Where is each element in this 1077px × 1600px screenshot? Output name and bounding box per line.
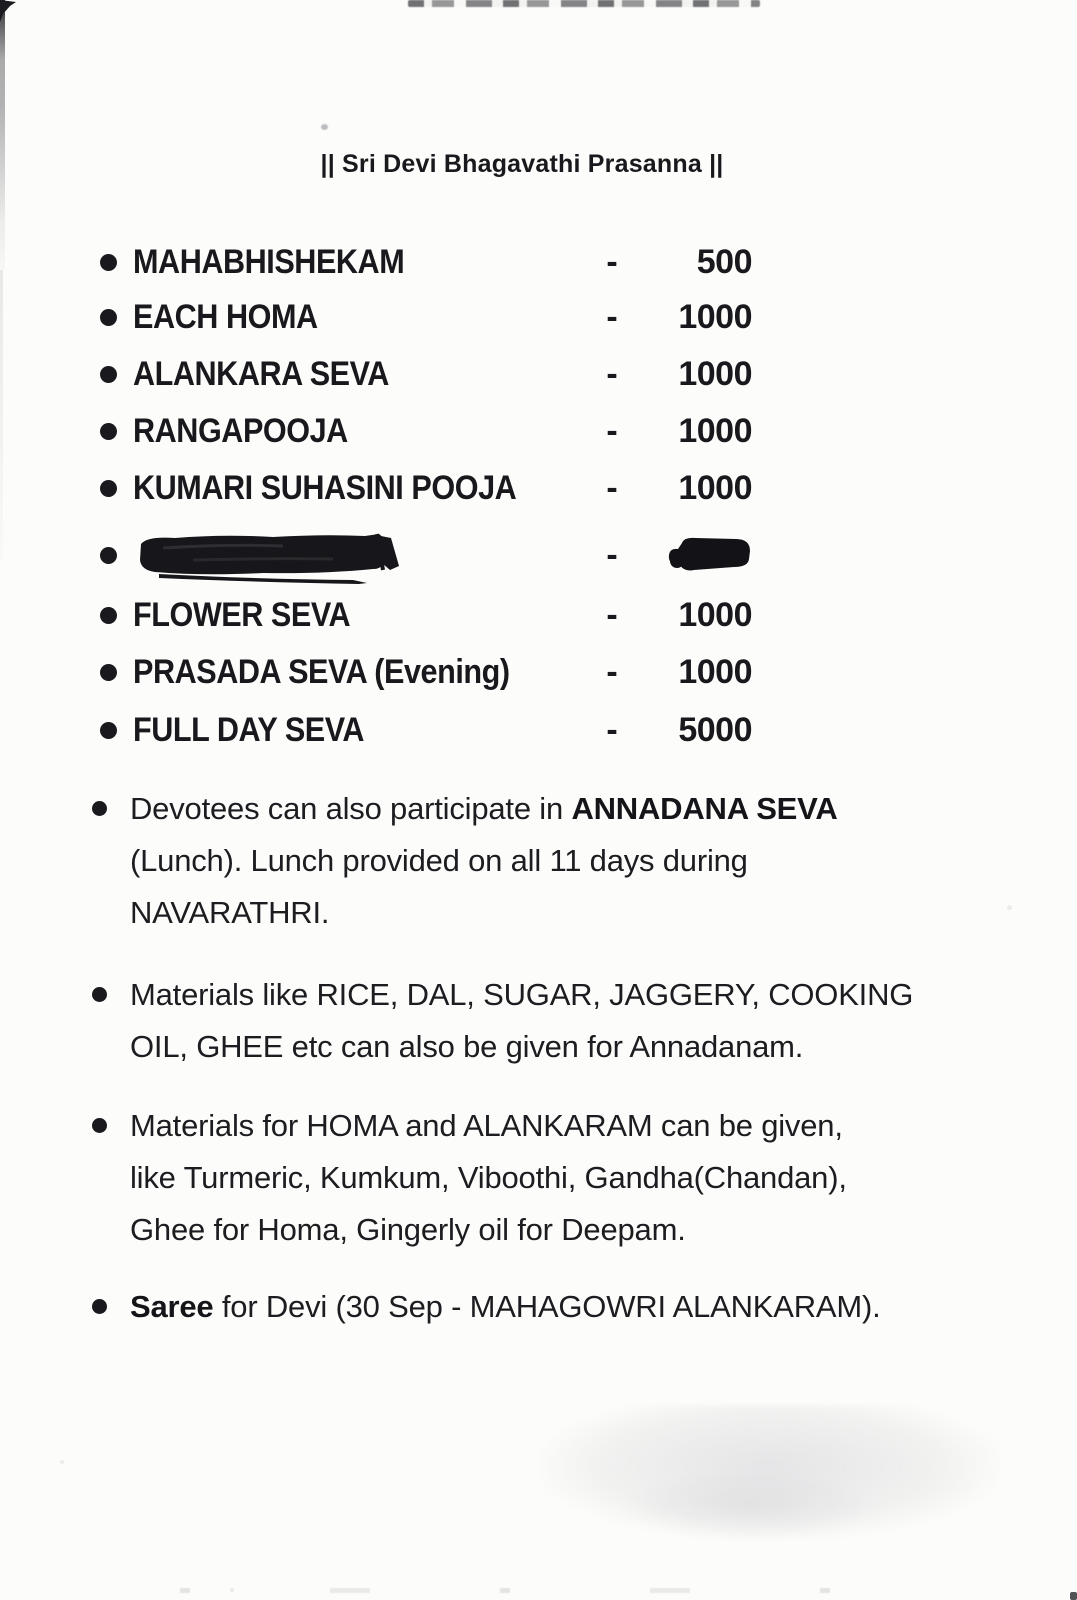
seva-row	[100, 464, 770, 512]
note-line: Materials for HOMA and ALANKARAM can be given,	[130, 1108, 843, 1143]
note-line	[130, 783, 997, 835]
bullet-icon	[100, 423, 117, 440]
seva-name: ALANKARA SEVA	[133, 354, 389, 393]
seva-name: FULL DAY SEVA	[133, 710, 365, 749]
bullet-icon	[100, 309, 117, 326]
seva-price: 1000	[678, 468, 752, 507]
bullet-icon	[92, 801, 107, 816]
seva-price: 1000	[678, 411, 752, 450]
note-line: OIL, GHEE etc can also be given for Annadanam.	[130, 1029, 804, 1064]
note-line: like Turmeric, Kumkum, Viboothi, Gandha(Chandan),	[130, 1160, 847, 1195]
seva-row	[100, 293, 770, 341]
bullet-icon	[100, 722, 117, 739]
cutoff-text-artifact	[408, 0, 760, 7]
note-line	[130, 1281, 997, 1333]
note-line: NAVARATHRI.	[130, 895, 330, 930]
price-dash: -	[606, 354, 618, 393]
seva-price: 500	[696, 242, 752, 281]
marker-scribble-name	[133, 528, 405, 586]
bullet-icon	[92, 1118, 107, 1133]
scan-corner-mark	[0, 0, 22, 24]
seva-price: 1000	[678, 595, 752, 634]
bullet-icon	[100, 480, 117, 497]
seva-price: 1000	[678, 297, 752, 336]
seva-name: MAHABHISHEKAM	[133, 242, 405, 281]
note-line: (Lunch). Lunch provided on all 11 days during	[130, 843, 748, 878]
seva-price: 1000	[678, 652, 752, 691]
scan-speck	[1007, 905, 1012, 910]
price-dash: -	[606, 242, 618, 281]
bullet-icon	[100, 607, 117, 624]
note-annadana-seva	[92, 783, 997, 939]
price-dash: -	[606, 468, 618, 507]
bullet-icon	[100, 664, 117, 681]
page-title: || Sri Devi Bhagavathi Prasanna ||	[320, 150, 724, 178]
note-text-bold: Saree	[130, 1289, 214, 1324]
seva-price: 5000	[678, 710, 752, 749]
scan-speck	[230, 1588, 234, 1592]
scan-smudge	[620, 1470, 880, 1540]
note-saree	[92, 1281, 997, 1333]
seva-row	[100, 648, 770, 696]
note-text: Devotees can also participate in	[130, 791, 572, 826]
bullet-icon	[92, 987, 107, 1002]
price-dash: -	[606, 652, 618, 691]
marker-scribble-price	[666, 534, 756, 578]
scan-speck	[321, 124, 328, 130]
seva-row	[100, 238, 770, 286]
note-text-bold: ANNADANA SEVA	[571, 791, 838, 826]
seva-row	[100, 350, 770, 398]
bullet-icon	[100, 254, 117, 271]
bullet-icon	[92, 1299, 107, 1314]
scan-speck	[60, 1460, 64, 1464]
price-dash: -	[606, 535, 618, 574]
seva-row	[100, 706, 770, 754]
price-dash: -	[606, 710, 618, 749]
seva-name: FLOWER SEVA	[133, 595, 351, 634]
seva-name: EACH HOMA	[133, 297, 318, 336]
note-text: for Devi (30 Sep - MAHAGOWRI ALANKARAM).	[213, 1289, 881, 1324]
seva-name: KUMARI SUHASINI POOJA	[133, 468, 517, 507]
scan-edge-shadow-faint	[0, 270, 3, 560]
seva-name: PRASADA SEVA (Evening)	[133, 652, 510, 691]
seva-price: 1000	[678, 354, 752, 393]
note-materials-homa	[92, 1100, 997, 1256]
bullet-icon	[100, 547, 117, 564]
note-line: Materials like RICE, DAL, SUGAR, JAGGERY, COOKING	[130, 977, 914, 1012]
seva-row-redacted	[100, 531, 770, 579]
price-dash: -	[606, 595, 618, 634]
price-dash: -	[606, 411, 618, 450]
price-dash: -	[606, 297, 618, 336]
note-line: Ghee for Homa, Gingerly oil for Deepam.	[130, 1212, 686, 1247]
bullet-icon	[100, 366, 117, 383]
seva-row	[100, 591, 770, 639]
scan-speck	[1070, 1592, 1077, 1600]
seva-row	[100, 407, 770, 455]
seva-name: RANGAPOOJA	[133, 411, 348, 450]
scan-marks-artifact	[180, 1588, 920, 1593]
note-materials-annadanam	[92, 969, 997, 1073]
scan-edge-shadow	[0, 0, 5, 270]
